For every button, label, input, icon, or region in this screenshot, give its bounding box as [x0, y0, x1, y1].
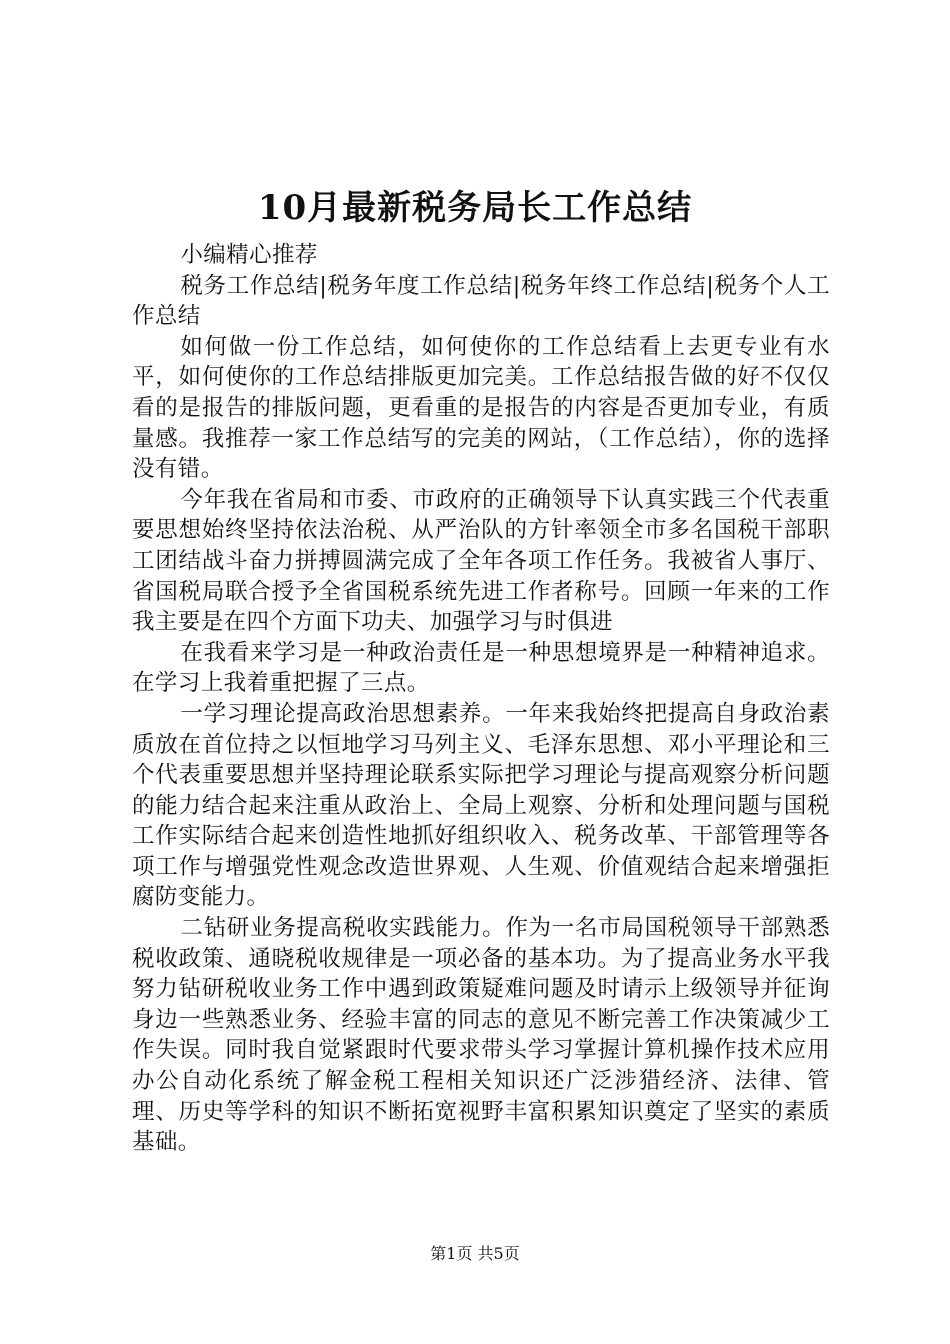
document-title: 10月最新税务局长工作总结 — [257, 188, 693, 228]
paragraph-point-two: 二钻研业务提高税收实践能力。作为一名市局国税领导干部熟悉税收政策、通晓税收规律是一项必备的基本功。为了提高业务水平我努力钻研税收业务工作中遇到政策疑难问题及时请示上级领导并征询身边一些熟悉业务、经验丰富的同志的意见不断完善工作决策减少工作失误。同时我自觉紧跟时代要求带头学习掌握计算机操作技术应用办公自动化系统了解金税工程相关知识还广泛涉猎经济、法律、管理、历史等学科的知识不断拓宽视野丰富积累知识奠定了坚实的素质基础。 — [132, 915, 830, 1156]
document-body — [132, 240, 830, 1158]
page-number-footer: 第1页 共5页 — [430, 1244, 520, 1263]
paragraph-intro: 如何做一份工作总结，如何使你的工作总结看上去更专业有水平，如何使你的工作总结排版更加完美。工作总结报告做的好不仅仅看的是报告的排版问题，更看重的是报告的内容是否更加专业，有质量感。我推荐一家工作总结写的完美的网站，（工作总结），你的选择没有错。 — [132, 333, 830, 483]
paragraph-study-view: 在我看来学习是一种政治责任是一种思想境界是一种精神追求。在学习上我着重把握了三点。 — [132, 639, 830, 697]
paragraph-related-links: 税务工作总结|税务年度工作总结|税务年终工作总结|税务个人工作总结 — [132, 272, 830, 330]
paragraph-editor-recommend: 小编精心推荐 — [180, 242, 318, 268]
paragraph-year-review: 今年我在省局和市委、市政府的正确领导下认真实践三个代表重要思想始终坚持依法治税、从严治队的方针率领全市多名国税干部职工团结战斗奋力拼搏圆满完成了全年各项工作任务。我被省人事厅、省国税局联合授予全省国税系统先进工作者称号。回顾一年来的工作我主要是在四个方面下功夫、加强学习与时俱进 — [132, 486, 830, 636]
paragraph-point-one: 一学习理论提高政治思想素养。一年来我始终把提高自身政治素质放在首位持之以恒地学习马列主义、毛泽东思想、邓小平理论和三个代表重要思想并坚持理论联系实际把学习理论与提高观察分析问题的能力结合起来注重从政治上、全局上观察、分析和处理问题与国税工作实际结合起来创造性地抓好组织收入、税务改革、干部管理等各项工作与增强党性观念改造世界观、人生观、价值观结合起来增强拒腐防变能力。 — [132, 700, 830, 911]
